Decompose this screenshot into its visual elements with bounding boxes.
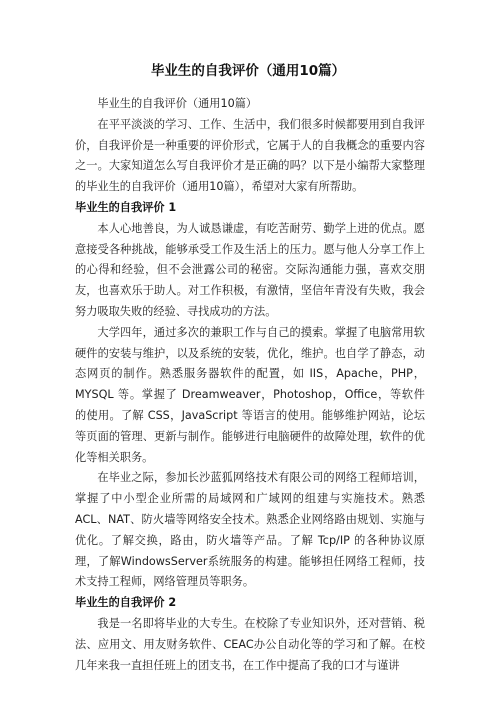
section-paragraph: 大学四年，通过多次的兼职工作与自己的摸索。掌握了电脑常用软硬件的安装与维护，以及系统的安装，优化，维护。也自学了静态，动态网页的制作。熟悉服务器软件的配置，如 IIS，Apache，PHP，MYSQL 等。掌握了 Dreamweaver，Photoshop，Office，等软件的使用。了解 CSS，JavaScript 等语言的使用。能够维护网站，论坛等页面的管理、更新与制作。能够进行电脑硬件的故障处理，软件的优化等相关职务。: [75, 325, 425, 464]
section-paragraph: 在毕业之际，参加长沙蓝狐网络技术有限公司的网络工程师培训，掌握了中小型企业所需的局域网和广域网的组建与实施技术。熟悉 ACL、NAT、防火墙等网络安全技术。熟悉企业网络路由规划、实施与优化。了解交换，路由，防火墙等产品。了解 Tcp/IP 的各种协议原理，了解WindowsServer系统服务的构建。能够担任网络工程师，技术支持工程师，网络管理员等职务。: [75, 471, 425, 589]
section-heading: 毕业生的自我评价 1: [75, 200, 177, 214]
section-paragraph: 本人心地善良，为人诚恳谦虚，有吃苦耐劳、勤学上进的优点。愿意接受各种挑战，能够承受工作及生活上的压力。愿与他人分享工作上的心得和经验，但不会泄露公司的秘密。交际沟通能力强，喜欢交朋友，也喜欢乐于助人。对工作积极，有激情，坚信年青没有失败，我会努力吸取失败的经验、寻找成功的方法。: [75, 221, 425, 318]
section-paragraph: 我是一名即将毕业的大专生。在校除了专业知识外，还对营销、税法、应用文、用友财务软件、CEAC办公自动化等的学习和了解。在校几年来我一直担任班上的团支书，在工作中提高了我的口才与谨讲: [75, 616, 425, 672]
document-title: 毕业生的自我评价（通用10篇）: [150, 63, 346, 79]
intro-paragraph: 在平平淡淡的学习、工作、生活中，我们很多时候都要用到自我评价，自我评价是一种重要的评价形式，它属于人的自我概念的重要内容之一。大家知道怎么写自我评价才是正确的吗？以下是小编帮大家整理的毕业生的自我评价（通用10篇），希望对大家有所帮助。: [75, 117, 425, 194]
section-heading: 毕业生的自我评价 2: [75, 596, 177, 610]
document-body: [75, 94, 425, 676]
intro-subtitle: 毕业生的自我评价（通用10篇）: [97, 97, 258, 110]
